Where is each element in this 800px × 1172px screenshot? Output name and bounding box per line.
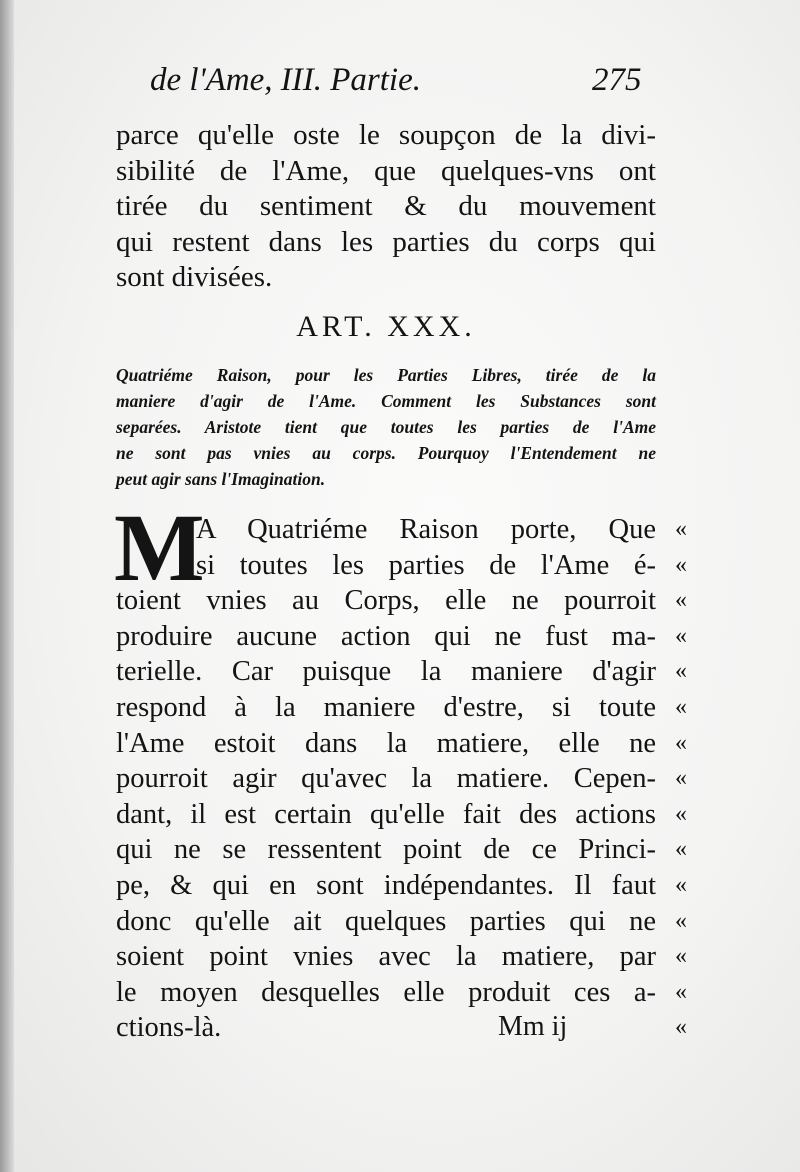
quote-mark: «	[675, 978, 687, 1005]
page-number: 275	[592, 62, 642, 98]
quote-mark: «	[675, 800, 687, 827]
text-line: sont divisées.	[116, 261, 273, 293]
text-line: le moyen desquelles elle produit ces a-	[116, 976, 656, 1008]
text-line: l'Ame estoit dans la matiere, elle ne	[116, 727, 656, 759]
text-line: qui restent dans les parties du corps qui	[116, 225, 656, 258]
quote-mark: «	[675, 836, 687, 863]
text-line: A Quatriéme Raison porte, Que	[196, 514, 656, 545]
page-binding-edge	[0, 0, 14, 1172]
quote-mark: «	[675, 587, 687, 614]
text-line: parce qu'elle oste le soupçon de la divi-	[116, 119, 656, 151]
quote-mark: «	[675, 871, 687, 898]
quote-mark: «	[675, 765, 687, 792]
article-summary	[116, 362, 656, 492]
quote-mark: «	[675, 693, 687, 720]
text-line: respond à la maniere d'estre, si toute	[116, 691, 656, 723]
summary-line: maniere d'agir de l'Ame. Comment les Substances sont	[116, 391, 656, 411]
text-line: ctions-là.	[116, 1012, 222, 1044]
article-heading: ART. XXX.	[296, 310, 476, 343]
quote-mark: «	[675, 907, 687, 934]
text-line: sibilité de l'Ame, que quelques-vns ont	[116, 154, 656, 187]
text-line: produire aucune action qui ne fust ma-	[116, 620, 656, 652]
running-title: de l'Ame, III. Partie.	[150, 62, 421, 98]
text-line: qui ne se ressentent point de ce Princi-	[116, 834, 656, 866]
text-line: si toutes les parties de l'Ame é-	[196, 549, 656, 581]
quotation-margin	[668, 512, 694, 1046]
summary-line: Quatriéme Raison, pour les Parties Libres, tirée de la	[116, 365, 656, 385]
quote-mark: «	[675, 622, 687, 649]
drop-cap: M	[114, 494, 205, 601]
text-line: terielle. Car puisque la maniere d'agir	[116, 656, 656, 688]
quote-mark: «	[675, 1014, 687, 1041]
text-line: soient point vnies avec la matiere, par	[116, 941, 656, 973]
summary-line: ne sont pas vnies au corps. Pourquoy l'Entendement ne	[116, 443, 656, 463]
page-header	[150, 62, 670, 118]
quote-mark: «	[675, 729, 687, 756]
main-paragraph	[116, 512, 656, 1046]
text-line: dant, il est certain qu'elle fait des actions	[116, 798, 656, 830]
quote-mark: «	[675, 551, 687, 578]
quote-mark: «	[675, 943, 687, 970]
text-line: toient vnies au Corps, elle ne pourroit	[116, 585, 656, 617]
summary-line: separées. Aristote tient que toutes les parties de l'Ame	[116, 417, 656, 437]
text-line: pourroit agir qu'avec la matiere. Cepen-	[116, 763, 656, 795]
intro-paragraph	[116, 118, 656, 296]
text-line: donc qu'elle ait quelques parties qui ne	[116, 905, 656, 937]
text-line: tirée du sentiment & du mouvement	[116, 190, 656, 222]
quote-mark: «	[675, 516, 687, 542]
signature-mark: Mm ij	[498, 1011, 568, 1042]
quote-mark: «	[675, 658, 687, 685]
summary-line: peut agir sans l'Imagination.	[116, 469, 326, 489]
text-line: pe, & qui en sont indépendantes. Il faut	[116, 869, 656, 901]
